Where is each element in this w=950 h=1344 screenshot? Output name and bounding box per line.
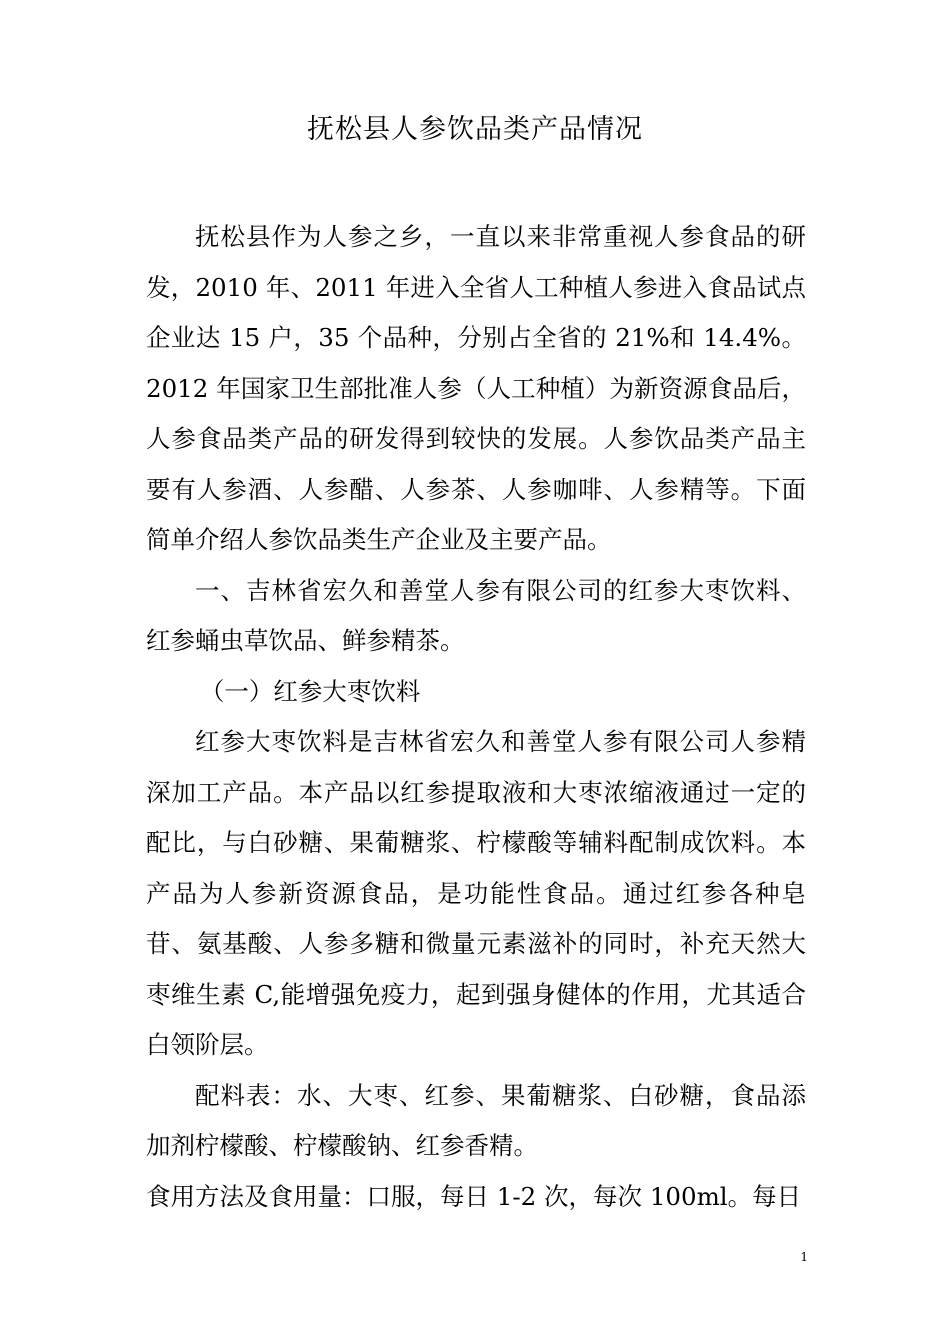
intro-paragraph: 抚松县作为人参之乡，一直以来非常重视人参食品的研发，2010 年、2011 年进入全省人工种植人参进入食品试点企业达 15 户，35 个品种，分别占全省的 21%和 14.4%。2012 年国家卫生部批准人参（人工种植）为新资源食品后，人参食品类产品的研发得到较快的发展。人参饮品类产品主要有人参酒、人参醋、人参茶、人参咖啡、人参精等。下面简单介绍人参饮品类生产企业及主要产品。 [146,222,806,554]
document-body [146,212,806,1222]
section-heading-1: 一、吉林省宏久和善堂人参有限公司的红参大枣饮料、红参蛹虫草饮品、鲜参精茶。 [146,575,806,655]
product-description-paragraph: 红参大枣饮料是吉林省宏久和善堂人参有限公司人参精深加工产品。本产品以红参提取液和大枣浓缩液通过一定的配比，与白砂糖、果葡糖浆、柠檬酸等辅料配制成饮料。本产品为人参新资源食品，是功能性食品。通过红参各种皂苷、氨基酸、人参多糖和微量元素滋补的同时，补充天然大枣维生素 C,能增强免疫力，起到强身健体的作用，尤其适合白领阶层。 [146,727,806,1059]
document-title: 抚松县人参饮品类产品情况 [307,114,643,145]
usage-paragraph: 食用方法及食用量：口服，每日 1-2 次，每次 100ml。每日 [146,1181,802,1211]
ingredients-paragraph: 配料表：水、大枣、红参、果葡糖浆、白砂糖，食品添加剂柠檬酸、柠檬酸钠、红参香精。 [146,1080,806,1160]
subsection-heading-1: （一）红参大枣饮料 [199,676,421,706]
page-number: 1 [800,1250,808,1264]
